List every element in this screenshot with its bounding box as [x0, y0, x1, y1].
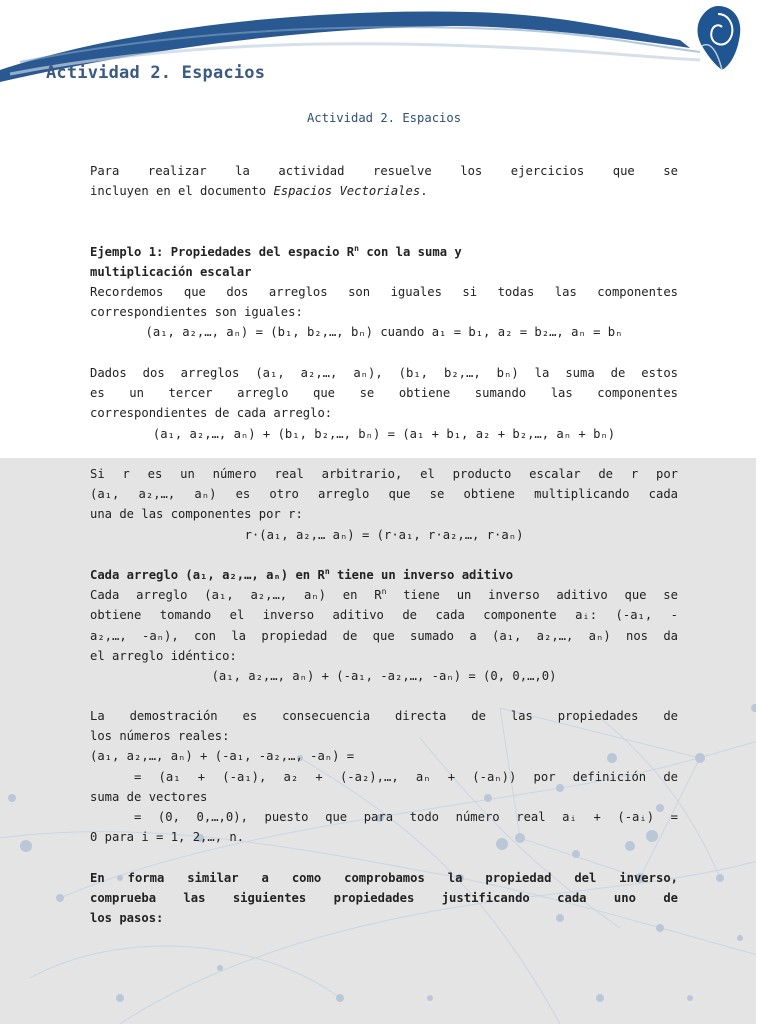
- sum-paragraph: [90, 363, 678, 444]
- paragraph-line: (a₁, a₂,…, aₙ) es otro arreglo que se obtiene multiplicando cada: [90, 487, 678, 502]
- intro-paragraph: [90, 161, 678, 201]
- equality-paragraph: [90, 282, 678, 343]
- paragraph-line: suma de vectores: [90, 789, 208, 804]
- paragraph-line: los números reales:: [90, 729, 230, 744]
- right-margin: [756, 458, 768, 1024]
- paragraph-line: Si r es un número real arbitrario, el producto escalar de r por: [90, 467, 678, 481]
- paragraph-line: La demostración es consecuencia directa de las propiedades de: [90, 709, 678, 723]
- inverse-section: [90, 565, 678, 686]
- paragraph-line: = (a₁ + (-a₁), a₂ + (-a₂),…, aₙ + (-aₙ)) por definición de: [134, 769, 678, 784]
- instruction-line: En forma similar a como comprobamos la propiedad del inverso,: [90, 871, 678, 885]
- paragraph-line: es un tercer arreglo que se obtiene sumando las componentes: [90, 386, 678, 401]
- example-heading: [90, 242, 678, 282]
- paragraph-line: Cada arreglo (a₁, a₂,…, aₙ) en $R^n$ tiene un inverso aditivo que se: [90, 587, 678, 603]
- nautilus-shell-icon: [688, 2, 744, 72]
- demonstration-paragraph: [90, 706, 678, 847]
- document-reference: Espacios Vectoriales: [273, 184, 421, 199]
- paragraph-line: Dados dos arreglos (a₁, a₂,…, aₙ), (b₁, b₂,…, bₙ) la suma de estos: [90, 366, 678, 380]
- paragraph-line: correspondientes de cada arreglo:: [90, 406, 333, 421]
- intro-line: Para realizar la actividad resuelve los ejercicios que se: [90, 164, 678, 178]
- heading-line: multiplicación escalar: [90, 265, 252, 280]
- instruction-line: los pasos:: [90, 911, 164, 926]
- instruction-line: comprueba las siguientes propiedades justificando cada uno de: [90, 891, 678, 906]
- intro-line: incluyen en el documento Espacios Vectoriales.: [90, 184, 428, 199]
- inverse-formula: (a₁, a₂,…, aₙ) + (-a₁, -a₂,…, -aₙ) = (0, 0,…,0): [211, 668, 557, 683]
- scalar-formula: r·(a₁, a₂,… aₙ) = (r·a₁, r·a₂,…, r·aₙ): [244, 527, 524, 542]
- paragraph-line: (a₁, a₂,…, aₙ) + (-a₁, -a₂,…, -aₙ) =: [90, 749, 355, 764]
- paragraph-line: Recordemos que dos arreglos son iguales si todas las componentes: [90, 285, 678, 299]
- paragraph-line: obtiene tomando el inverso aditivo de cada componente aᵢ: (-a₁, -: [90, 608, 678, 623]
- paragraph-line: 0 para i = 1, 2,…, n.: [90, 830, 245, 845]
- scalar-paragraph: [90, 464, 678, 545]
- paragraph-line: a₂,…, -aₙ), con la propiedad de que sumado a (a₁, a₂,…, aₙ) nos da: [90, 628, 678, 643]
- paragraph-line: correspondientes son iguales:: [90, 305, 303, 320]
- document-title: Actividad 2. Espacios: [306, 111, 462, 125]
- paragraph-line: = (0, 0,…,0), puesto que para todo número real aᵢ + (-aᵢ) =: [134, 809, 678, 824]
- header-title: Actividad 2. Espacios: [46, 63, 266, 83]
- heading-line: Ejemplo 1: Propiedades del espacio $R^n$ con la suma y: [90, 243, 462, 259]
- paragraph-line: una de las componentes por r:: [90, 507, 303, 522]
- inverse-heading: Cada arreglo (a₁, a₂,…, aₙ) en $R^n$ tiene un inverso aditivo: [90, 566, 514, 582]
- sum-formula: (a₁, a₂,…, aₙ) + (b₁, b₂,…, bₙ) = (a₁ + b₁, a₂ + b₂,…, aₙ + bₙ): [152, 426, 616, 441]
- paragraph-line: el arreglo idéntico:: [90, 648, 237, 663]
- equality-formula: (a₁, a₂,…, aₙ) = (b₁, b₂,…, bₙ) cuando a₁ = b₁, a₂ = b₂…, aₙ = bₙ: [145, 325, 623, 340]
- closing-instruction: [90, 868, 678, 929]
